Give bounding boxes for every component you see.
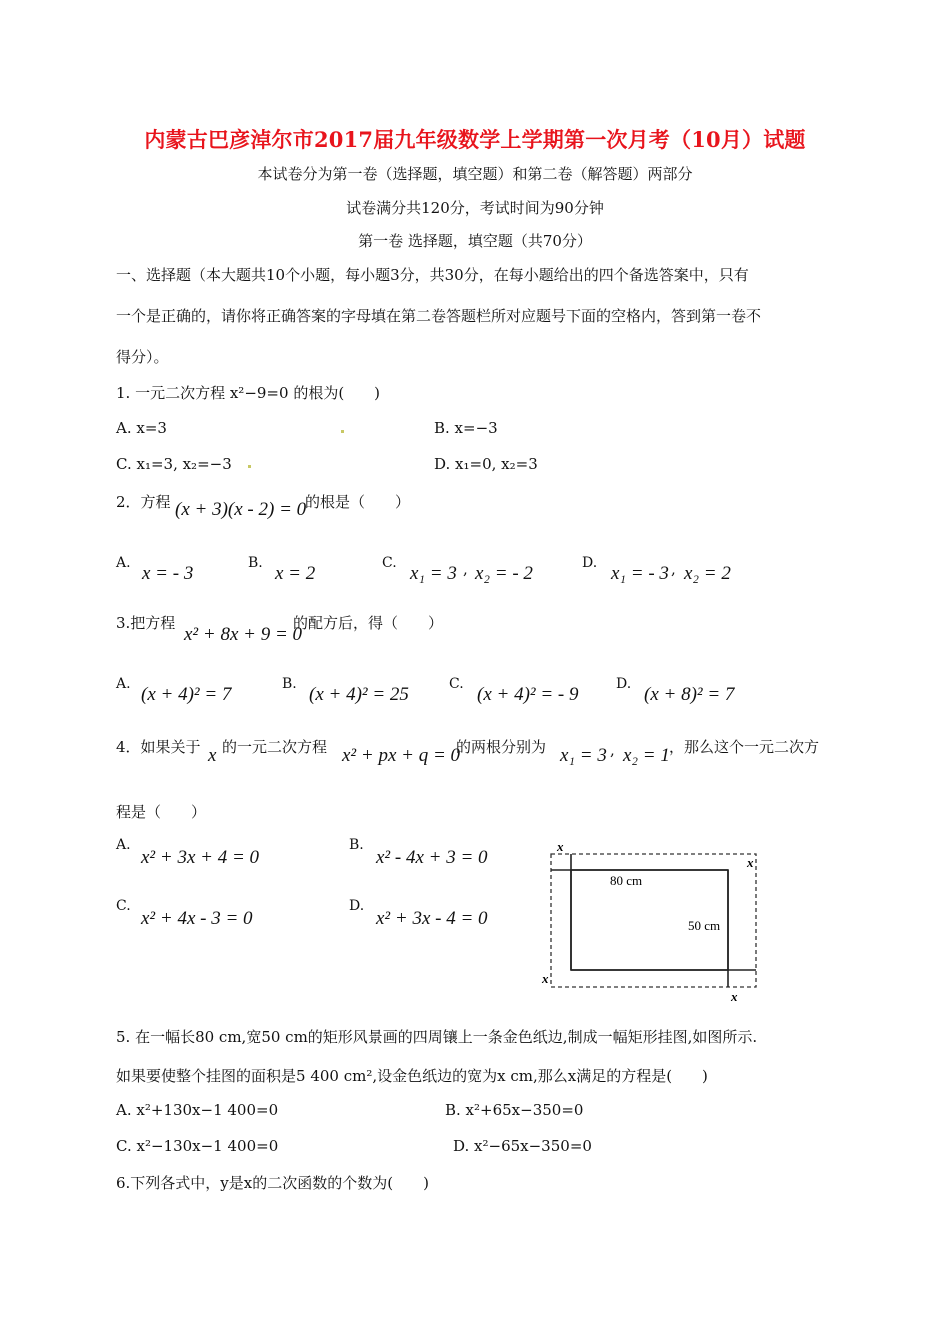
- intro-line-2: 试卷满分共120分，考试时间为90分钟: [346, 199, 604, 217]
- q4-root-2: x₂ = 1: [623, 745, 670, 766]
- intro-line-1: 本试卷分为第一卷（选择题，填空题）和第二卷（解答题）两部分: [257, 165, 693, 183]
- q2-option-c1: x₁ = 3: [410, 563, 457, 584]
- q5-option-d: D. x²−65x−350=0: [453, 1137, 592, 1155]
- speck: [248, 465, 251, 468]
- q2-option-d2: x₂ = 2: [684, 563, 731, 584]
- q1-option-b: B. x=−3: [434, 419, 498, 437]
- q4-a-label: A.: [116, 837, 131, 853]
- q2-c-label: C.: [382, 555, 397, 571]
- comma: ,: [610, 741, 615, 759]
- speck: [341, 430, 344, 433]
- q4-c-label: C.: [116, 898, 131, 914]
- q1-option-d: D. x₁=0, x₂=3: [434, 455, 538, 473]
- q4-equation: x² + px + q = 0: [342, 745, 461, 766]
- q2-d-label: D.: [582, 555, 598, 571]
- q1-option-a: A. x=3: [116, 419, 167, 437]
- q3-c-label: C.: [449, 676, 464, 692]
- comma: ,: [671, 560, 676, 578]
- q3-option-c: (x + 4)² = - 9: [477, 684, 579, 705]
- q3-d-label: D.: [616, 676, 632, 692]
- q5-option-a: A. x²+130x−1 400=0: [116, 1101, 279, 1119]
- q2-option-d1: x₁ = - 3: [611, 563, 669, 584]
- x-label-left: x: [542, 971, 549, 986]
- q3-equation: x² + 8x + 9 = 0: [184, 624, 303, 645]
- q4-d-label: D.: [349, 898, 365, 914]
- q4-variable: x: [208, 745, 217, 766]
- instructions-line-1: 一、选择题（本大题共10个小题，每小题3分，共30分，在每小题给出的四个备选答案中，只有: [116, 266, 749, 284]
- q4-root-1: x₁ = 3: [560, 745, 607, 766]
- height-label: 50 cm: [688, 918, 721, 933]
- q5-option-c: C. x²−130x−1 400=0: [116, 1137, 279, 1155]
- width-label: 80 cm: [610, 873, 643, 888]
- q3-option-d: (x + 8)² = 7: [644, 684, 735, 705]
- q1-stem: 1. 一元二次方程 x²−9=0 的根为( ): [116, 384, 381, 402]
- q3-option-a: (x + 4)² = 7: [141, 684, 232, 705]
- q2-option-a: x = - 3: [142, 563, 194, 584]
- q4-stem-mid: 的一元二次方程: [222, 738, 328, 756]
- q2-option-c2: x₂ = - 2: [475, 563, 533, 584]
- frame-diagram: [535, 838, 775, 1006]
- q3-stem-prefix: 3.把方程: [116, 614, 176, 632]
- q4-stem-prefix: 4．如果关于: [116, 738, 201, 756]
- instructions-line-2: 一个是正确的，请你将正确答案的字母填在第二卷答题栏所对应题号下面的空格内，答到第一卷不: [116, 307, 762, 325]
- q5-stem-line2: 如果要使整个挂图的面积是5 400 cm²,设金色纸边的宽为x cm,那么x满足的方程是( ): [116, 1067, 708, 1085]
- q3-option-b: (x + 4)² = 25: [309, 684, 409, 705]
- q6-stem: 6.下列各式中，y是x的二次函数的个数为( ): [116, 1174, 429, 1192]
- q5-option-b: B. x²+65x−350=0: [445, 1101, 584, 1119]
- page-title: 内蒙古巴彦淖尔市2017届九年级数学上学期第一次月考（10月）试题: [144, 127, 806, 152]
- q2-option-b: x = 2: [275, 563, 316, 584]
- q2-b-label: B.: [248, 555, 263, 571]
- q3-a-label: A.: [116, 676, 131, 692]
- q4-option-d: x² + 3x - 4 = 0: [376, 908, 488, 929]
- q4-stem-suffix: ，那么这个一元二次方: [669, 738, 820, 756]
- q1-option-c: C. x₁=3, x₂=−3: [116, 455, 232, 473]
- outer-frame: [551, 854, 756, 987]
- section-heading: 第一卷 选择题，填空题（共70分）: [358, 232, 592, 250]
- q4-option-c: x² + 4x - 3 = 0: [141, 908, 253, 929]
- x-label-right: x: [747, 855, 754, 870]
- instructions-line-3: 得分）。: [116, 348, 169, 366]
- q2-equation: (x + 3)(x - 2) = 0: [175, 499, 307, 520]
- x-label-top: x: [557, 839, 564, 854]
- x-label-bottom: x: [731, 989, 738, 1004]
- q4-option-a: x² + 3x + 4 = 0: [141, 847, 260, 868]
- q4-stem-line2: 程是（ ）: [116, 803, 207, 821]
- q3-b-label: B.: [282, 676, 297, 692]
- q4-b-label: B.: [349, 837, 364, 853]
- q4-option-b: x² - 4x + 3 = 0: [376, 847, 488, 868]
- q3-stem-suffix: 的配方后，得（ ）: [293, 614, 444, 632]
- q2-stem-suffix: 的根是（ ）: [305, 493, 411, 511]
- q4-stem-mid2: 的两根分别为: [456, 738, 547, 756]
- q2-stem-prefix: 2．方程: [116, 493, 171, 511]
- q2-a-label: A.: [116, 555, 131, 571]
- comma: ,: [463, 560, 468, 578]
- q5-stem-line1: 5. 在一幅长80 cm,宽50 cm的矩形风景画的四周镶上一条金色纸边,制成一幅矩形挂图,如图所示.: [116, 1028, 758, 1046]
